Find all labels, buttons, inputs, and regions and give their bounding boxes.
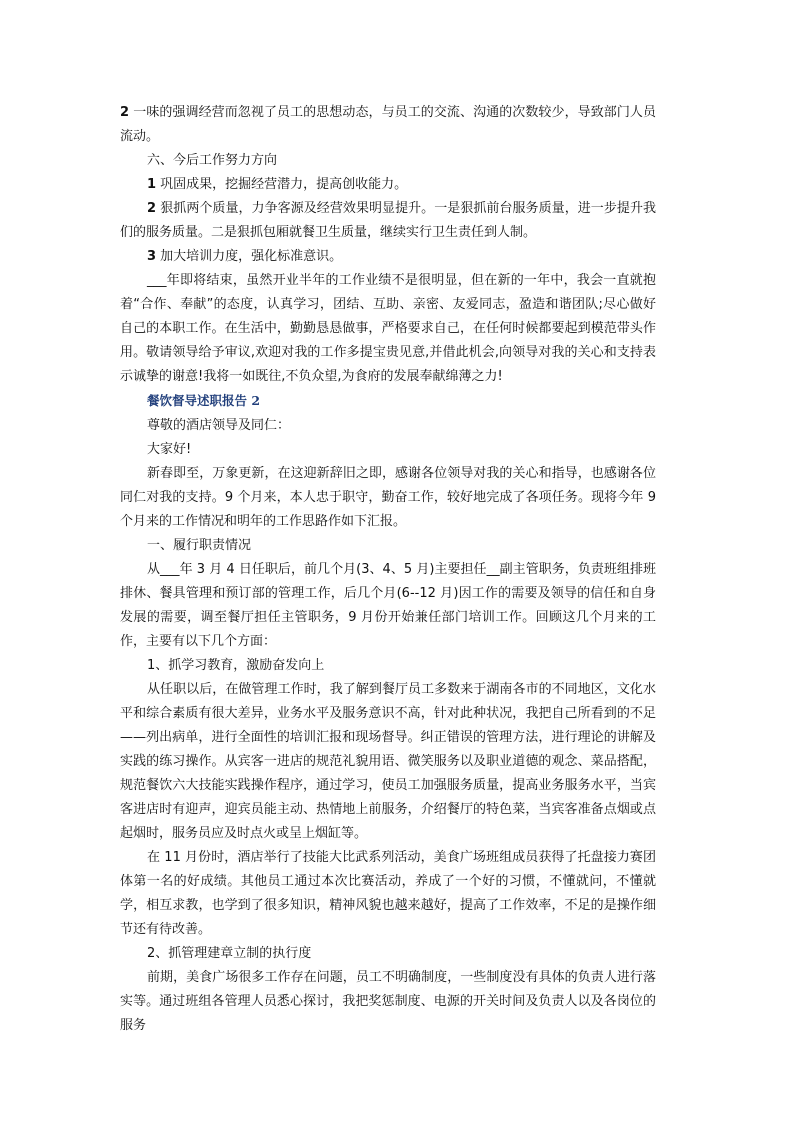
paragraph-management (120, 966, 656, 1038)
salutation (120, 414, 656, 438)
paragraph-text: 加大培训力度，强化标准意识。 (156, 249, 343, 264)
paragraph-direction-2 (120, 197, 656, 245)
paragraph-text: 六、今后工作努力方向 (147, 153, 278, 168)
paragraph-problem-2 (120, 101, 656, 149)
paragraph-text: 在 11 月份时，酒店举行了技能大比武系列活动，美食广场班组成员获得了托盘接力赛团体第一名的好成绩。其他员工通过本次比赛活动，养成了一个好的习惯，不懂就问，不懂就学，相互求教，也学到了很多知识，精神风貌也越来越好，提高了工作效率，不足的是操作细节还有待改善。 (120, 850, 656, 937)
report-title: 餐饮督导述职报告 2 (147, 393, 261, 408)
greeting (120, 438, 656, 462)
paragraph-text: ___年即将结束，虽然开业半年的工作业绩不是很明显，但在新的一年中，我会一直就抱着“合作、奉献”的态度，认真学习，团结、互助、亲密、友爱同志，盈造和谐团队;尽心做好自己的本职工作。在生活中，勤勤恳恳做事，严格要求自己，在任何时候都要起到模范带头作用。敬请领导给予审议,欢迎对我的工作多提宝贵见意,并借此机会,向领导对我的关心和支持表示诚挚的谢意!我将一如既往,不负众望,为食府的发展奉献绵薄之力! (120, 273, 656, 384)
paragraph-competition (120, 846, 656, 942)
paragraph-direction-3 (120, 245, 656, 269)
paragraph-text: 巩固成果，挖掘经营潜力，提高创收能力。 (156, 177, 408, 192)
section-title (120, 389, 656, 414)
paragraph-duties (120, 558, 656, 654)
paragraph-text: 1、抓学习教育，激励奋发向上 (147, 658, 325, 673)
paragraph-text: 一、履行职责情况 (147, 538, 252, 553)
paragraph-number: 2 (147, 201, 157, 216)
document-body (120, 101, 656, 1038)
paragraph-number: 1 (147, 177, 157, 192)
paragraph-direction-1 (120, 173, 656, 197)
paragraph-number: 2 (120, 105, 130, 120)
paragraph-text: 一味的强调经营而忽视了员工的思想动态，与员工的交流、沟通的次数较少，导致部门人员流动。 (120, 105, 656, 144)
paragraph-text: 从任职以后，在做管理工作时，我了解到餐厅员工多数来于湖南各市的不同地区，文化水平和综合素质有很大差异，业务水平及服务意识不高，针对此种状况，我把自己所看到的不足——列出病单，进行全面性的培训汇报和现场督导。纠正错误的管理方法，进行理论的讲解及实践的练习操作。从宾客一进店的规范礼貌用语、微笑服务以及职业道德的观念、菜品搭配，规范餐饮六大技能实践操作程序，通过学习，使员工加强服务质量，提高业务服务水平，当宾客进店时有迎声，迎宾员能主动、热情地上前服务，介绍餐厅的特色菜，当宾客准备点烟或点起烟时，服务员应及时点火或呈上烟缸等。 (120, 682, 656, 841)
section-heading-duties (120, 534, 656, 558)
paragraph-text: 狠抓两个质量，力争客源及经营效果明显提升。一是狠抓前台服务质量，进一步提升我们的服务质量。二是狠抓包厢就餐卫生质量，继续实行卫生责任到人制。 (120, 201, 656, 240)
section-heading-future-direction (120, 149, 656, 173)
paragraph-closing (120, 269, 656, 389)
paragraph-text: 尊敬的酒店领导及同仁： (147, 418, 291, 433)
paragraph-intro (120, 462, 656, 534)
paragraph-text: 新春即至，万象更新，在这迎新辞旧之即，感谢各位领导对我的关心和指导，也感谢各位同仁对我的支持。9 个月来，本人忠于职守，勤奋工作，较好地完成了各项任务。现将今年 9 个月来的工作情况和明年的工作思路作如下汇报。 (120, 466, 656, 529)
paragraph-text: 从___年 3 月 4 日任职后，前几个月(3、4、5 月)主要担任__副主管职务，负责班组排班排休、餐具管理和预订部的管理工作，后几个月(6--12 月)因工作的需要及领导的信任和自身发展的需要，调至餐厅担任主管职务，9 月份开始兼任部门培训工作。回顾这几个月来的工作，主要有以下几个方面： (120, 562, 656, 649)
paragraph-number: 3 (147, 249, 157, 264)
paragraph-learning (120, 678, 656, 846)
paragraph-text: 大家好! (147, 442, 192, 457)
paragraph-text: 2、抓管理建章立制的执行度 (147, 946, 312, 961)
subheading-learning (120, 654, 656, 678)
subheading-management (120, 942, 656, 966)
paragraph-text: 前期，美食广场很多工作存在问题，员工不明确制度，一些制度没有具体的负责人进行落实等。通过班组各管理人员悉心探讨，我把奖惩制度、电源的开关时间及负责人以及各岗位的服务 (120, 970, 656, 1033)
